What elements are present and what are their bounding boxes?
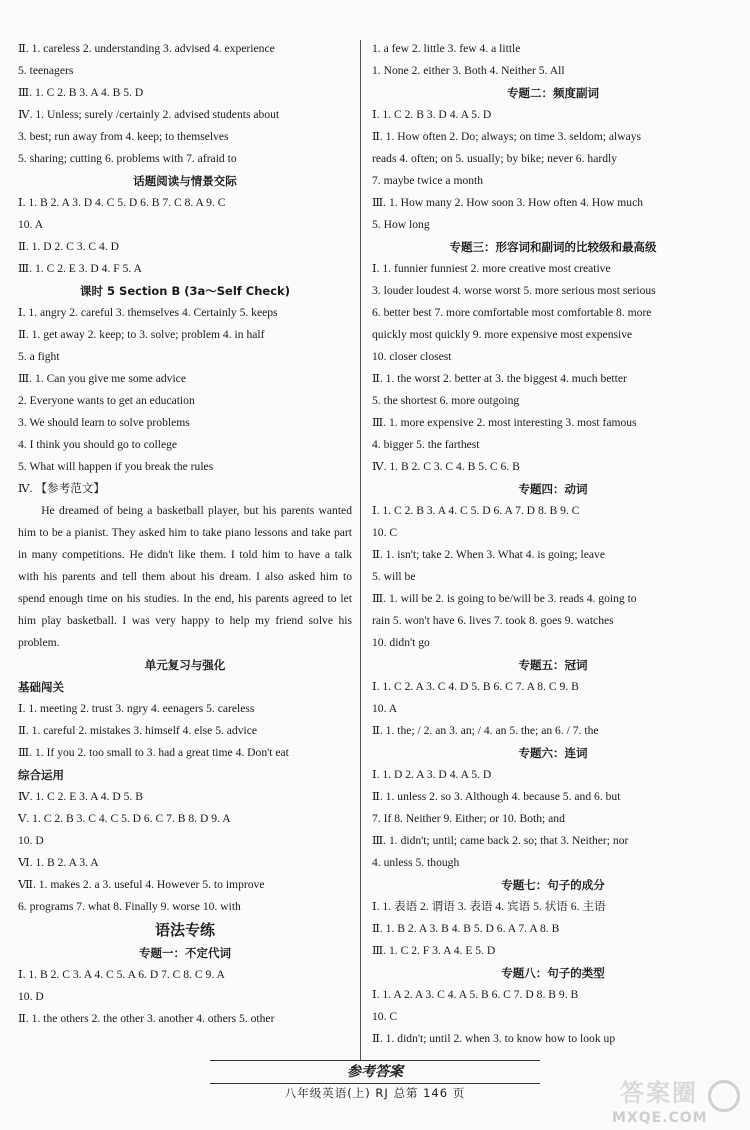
answer-line: 2. Everyone wants to get an education — [18, 394, 195, 407]
answer-line: Ⅳ. 1. Unless; surely /certainly 2. advised students about — [18, 108, 280, 121]
answer-line: Ⅳ. 1. B 2. C 3. C 4. B 5. C 6. B — [372, 460, 520, 473]
answer-line: Ⅱ. 1. the worst 2. better at 3. the biggest 4. much better — [372, 372, 627, 385]
answer-line: reads 4. often; on 5. usually; by bike; never 6. hardly — [372, 152, 618, 165]
column-divider — [360, 40, 361, 1060]
answer-line: 5. What will happen if you break the rules — [18, 460, 214, 473]
topic-heading-3: 专题三：形容词和副词的比较级和最高级 — [449, 240, 657, 254]
footer-rule — [210, 1060, 540, 1061]
section-heading-review: 单元复习与强化 — [144, 658, 226, 672]
answer-line: 3. louder loudest 4. worse worst 5. more serious most serious — [372, 284, 656, 297]
answer-line: Ⅲ. 1. more expensive 2. most interesting 3. most famous — [372, 416, 637, 429]
right-column — [372, 38, 734, 1050]
answer-line: 5. How long — [372, 218, 430, 231]
answer-line: Ⅵ. 1. B 2. A 3. A — [18, 856, 99, 869]
answer-line: Ⅰ. 1. A 2. A 3. C 4. A 5. B 6. C 7. D 8. B 9. B — [372, 988, 579, 1001]
answer-line: 7. If 8. Neither 9. Either; or 10. Both; and — [372, 812, 565, 825]
answer-line: 5. teenagers — [18, 64, 74, 77]
footer-title: 参考答案 — [347, 1064, 403, 1080]
answer-line: 4. bigger 5. the farthest — [372, 438, 480, 451]
answer-line: Ⅱ. 1. the others 2. the other 3. another 4. others 5. other — [18, 1012, 275, 1025]
watermark-logo — [612, 1078, 742, 1128]
answer-line: Ⅱ. 1. isn't; take 2. When 3. What 4. is going; leave — [372, 548, 606, 561]
answer-line: 4. I think you should go to college — [18, 438, 178, 451]
answer-line: Ⅰ. 1. meeting 2. trust 3. ngry 4. eenagers 5. careless — [18, 702, 255, 715]
answer-line: 10. closer closest — [372, 350, 452, 363]
answer-line: 3. We should learn to solve problems — [18, 416, 190, 429]
answer-line: Ⅱ. 1. B 2. A 3. B 4. B 5. D 6. A 7. A 8. B — [372, 922, 560, 935]
answer-line: 10. A — [18, 218, 44, 231]
answer-line: Ⅰ. 1. C 2. B 3. D 4. A 5. D — [372, 108, 492, 121]
topic-heading-2: 专题二：频度副词 — [507, 86, 599, 100]
answer-line: Ⅰ. 1. C 2. B 3. A 4. C 5. D 6. A 7. D 8. B 9. C — [372, 504, 580, 517]
answer-line: Ⅰ. 1. D 2. A 3. D 4. A 5. D — [372, 768, 492, 781]
answer-line: Ⅱ. 1. get away 2. keep; to 3. solve; problem 4. in half — [18, 328, 265, 341]
topic-heading-1: 专题一：不定代词 — [139, 946, 231, 960]
answer-line: 10. D — [18, 990, 44, 1003]
answer-line: Ⅲ. 1. C 2. F 3. A 4. E 5. D — [372, 944, 496, 957]
answer-line: 5. will be — [372, 570, 416, 583]
topic-heading-4: 专题四：动词 — [518, 482, 588, 496]
answer-line: Ⅰ. 1. funnier funniest 2. more creative most creative — [372, 262, 611, 275]
answer-line: Ⅰ. 1. 表语 2. 谓语 3. 表语 4. 宾语 5. 状语 6. 主语 — [372, 900, 606, 913]
answer-line: Ⅲ. 1. C 2. B 3. A 4. B 5. D — [18, 86, 144, 99]
answer-line: rain 5. won't have 6. lives 7. took 8. goes 9. watches — [372, 614, 614, 627]
answer-line: Ⅲ. 1. C 2. E 3. D 4. F 5. A — [18, 262, 142, 275]
answer-line: Ⅳ. 1. C 2. E 3. A 4. D 5. B — [18, 790, 143, 803]
answer-line: 1. a few 2. little 3. few 4. a little — [372, 42, 521, 55]
answer-line: 3. best; run away from 4. keep; to themselves — [18, 130, 229, 143]
answer-line: Ⅲ. 1. If you 2. too small to 3. had a great time 4. Don't eat — [18, 746, 289, 759]
answer-line: 10. D — [18, 834, 44, 847]
sub-label-comprehensive: 综合运用 — [18, 768, 64, 782]
topic-heading-8: 专题八：句子的类型 — [501, 966, 605, 980]
topic-heading-7: 专题七：句子的成分 — [501, 878, 605, 892]
section-heading-grammar: 语法专练 — [154, 921, 215, 939]
answer-line: 10. C — [372, 1010, 398, 1023]
answer-line: Ⅰ. 1. B 2. A 3. D 4. C 5. D 6. B 7. C 8. A 9. C — [18, 196, 226, 209]
answer-line: Ⅳ. 【参考范文】 — [18, 482, 105, 495]
left-column — [18, 38, 352, 1030]
section-heading-reading: 话题阅读与情景交际 — [133, 174, 237, 188]
answer-line: 6. better best 7. more comfortable most comfortable 8. more — [372, 306, 652, 319]
footer-page-info: 八年级英语(上) RJ 总第 146 页 — [284, 1086, 466, 1100]
sub-label-basic: 基础闯关 — [18, 680, 64, 694]
answer-line: Ⅴ. 1. C 2. B 3. C 4. C 5. D 6. C 7. B 8. D 9. A — [18, 812, 231, 825]
answer-line: Ⅱ. 1. careful 2. mistakes 3. himself 4. else 5. advice — [18, 724, 258, 737]
answer-line: 5. the shortest 6. more outgoing — [372, 394, 520, 407]
answer-line: Ⅲ. 1. will be 2. is going to be/will be 3. reads 4. going to — [372, 592, 637, 605]
answer-line: Ⅶ. 1. makes 2. a 3. useful 4. However 5. to improve — [18, 878, 265, 891]
answer-line: 5. sharing; cutting 6. problems with 7. afraid to — [18, 152, 237, 165]
answer-line: Ⅰ. 1. angry 2. careful 3. themselves 4. Certainly 5. keeps — [18, 306, 278, 319]
answer-line: 6. programs 7. what 8. Finally 9. worse 10. with — [18, 900, 241, 913]
answer-line: 1. None 2. either 3. Both 4. Neither 5. All — [372, 64, 565, 77]
answer-line: Ⅱ. 1. unless 2. so 3. Although 4. because 5. and 6. but — [372, 790, 621, 803]
answer-line: Ⅲ. 1. How many 2. How soon 3. How often 4. How much — [372, 196, 644, 209]
answer-line: Ⅱ. 1. How often 2. Do; always; on time 3. seldom; always — [372, 130, 642, 143]
answer-line: 10. A — [372, 702, 398, 715]
watermark-text: 答案圈 — [620, 1079, 698, 1107]
answer-line: 10. didn't go — [372, 636, 430, 649]
sample-essay: He dreamed of being a basketball player, but his parents wanted him to be a pianist. They asked him to take piano lessons and take part in many competitions. He didn't like them. I told him to have a talk with his parents and tell them about his dream. I also asked him to spend enough time on his studies. In the end, his parents agreed to let him play basketball. I was very happy to help my friend solve his problem. — [18, 504, 352, 649]
answer-line: quickly most quickly 9. more expensive most expensive — [372, 328, 633, 341]
answer-line: Ⅱ. 1. didn't; until 2. when 3. to know how to look up — [372, 1032, 616, 1045]
answer-line: Ⅲ. 1. didn't; until; came back 2. so; that 3. Neither; nor — [372, 834, 629, 847]
answer-line: Ⅰ. 1. B 2. C 3. A 4. C 5. A 6. D 7. C 8. C 9. A — [18, 968, 225, 981]
watermark-url: MXQE.COM — [612, 1110, 708, 1126]
section-heading-lesson: 课时 5 Section B (3a～Self Check) — [80, 284, 290, 298]
answer-line: Ⅱ. 1. the; / 2. an 3. an; / 4. an 5. the; an 6. / 7. the — [372, 724, 599, 737]
topic-heading-6: 专题六：连词 — [518, 746, 588, 760]
answer-line: 4. unless 5. though — [372, 856, 460, 869]
topic-heading-5: 专题五：冠词 — [518, 658, 588, 672]
answer-line: 10. C — [372, 526, 398, 539]
answer-line: Ⅱ. 1. D 2. C 3. C 4. D — [18, 240, 119, 253]
answer-line: Ⅱ. 1. careless 2. understanding 3. advised 4. experience — [18, 42, 275, 55]
answer-line: 7. maybe twice a month — [372, 174, 484, 187]
answer-line: Ⅲ. 1. Can you give me some advice — [18, 372, 186, 385]
answer-line: Ⅰ. 1. C 2. A 3. C 4. D 5. B 6. C 7. A 8. C 9. B — [372, 680, 579, 693]
answer-line: 5. a fight — [18, 350, 60, 363]
